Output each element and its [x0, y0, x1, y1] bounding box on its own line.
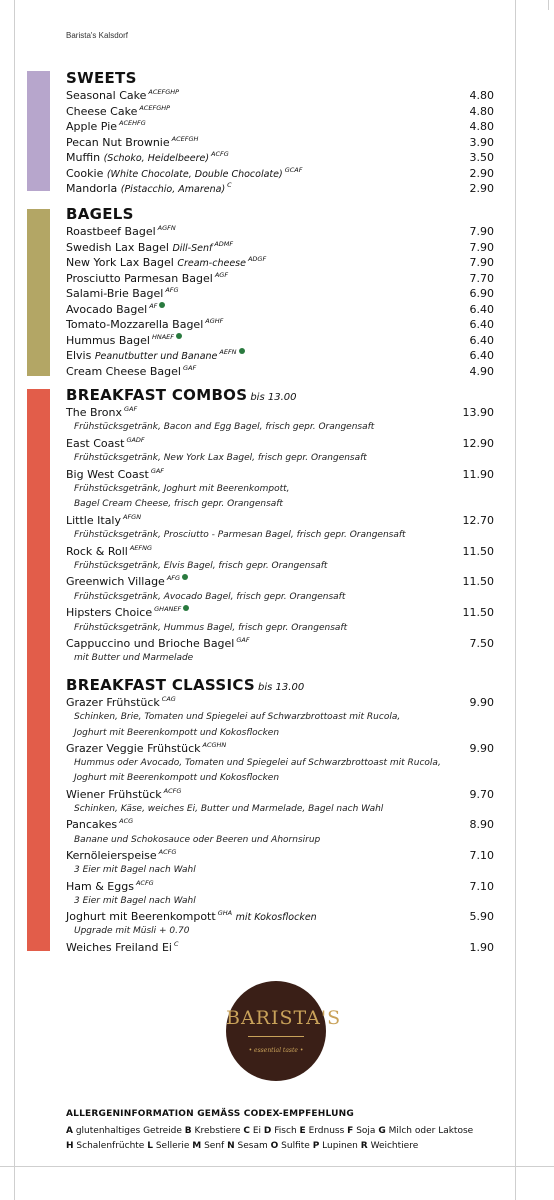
allergen-codes: ACEFGH [171, 135, 199, 143]
allergen-code: D [263, 1126, 272, 1136]
item-name: Hummus Bagel [66, 334, 150, 347]
menu-item [66, 879, 494, 894]
item-price: 7.10 [469, 849, 494, 862]
item-name: Cappuccino und Brioche Bagel [66, 637, 235, 650]
menu-item [66, 364, 494, 379]
allergen-codes: AFG [166, 574, 181, 582]
menu-item [66, 348, 494, 363]
item-price: 6.40 [469, 334, 494, 347]
menu-item [66, 817, 494, 832]
allergen-label: Schalenfrüchte [76, 1141, 145, 1151]
allergen-codes: ACFG [158, 848, 177, 856]
left-border [14, 0, 15, 1200]
allergen-label: Weichtiere [370, 1141, 419, 1151]
menu-item [66, 150, 494, 165]
item-description: Hummus oder Avocado, Tomaten und Spiegelei auf Schwarzbrottoast mit Rucola, [74, 758, 441, 768]
item-description: 3 Eier mit Bagel nach Wahl [74, 896, 196, 906]
section-subtitle: bis 13.00 [258, 682, 305, 693]
menu-item [66, 333, 494, 348]
item-note: (Pistacchio, Amarena) [120, 184, 226, 195]
sweets-color-bar [27, 71, 50, 191]
menu-item [66, 166, 494, 181]
item-name: Wiener Frühstück [66, 788, 162, 801]
item-price: 9.70 [469, 788, 494, 801]
bagels-color-bar [27, 209, 50, 376]
allergen-codes: ACEHFG [119, 119, 146, 127]
item-price: 9.90 [469, 742, 494, 755]
sweets-section-title [66, 69, 137, 87]
corner-mark [548, 0, 549, 10]
baristas-logo [226, 981, 342, 1081]
item-price: 7.70 [469, 272, 494, 285]
item-name: Cream Cheese Bagel [66, 365, 181, 378]
right-border [515, 0, 516, 1200]
item-price: 4.80 [469, 120, 494, 133]
vegan-icon [182, 574, 188, 580]
item-price: 4.80 [469, 89, 494, 102]
item-price: 6.40 [469, 303, 494, 316]
vegan-icon [183, 605, 189, 611]
item-price: 5.90 [469, 910, 494, 923]
allergen-codes: CAG [161, 695, 176, 703]
item-name: Greenwich Village [66, 575, 165, 588]
menu-item [66, 119, 494, 134]
allergen-label: Krebstiere [194, 1126, 241, 1136]
item-name: Grazer Veggie Frühstück [66, 742, 201, 755]
item-price: 4.90 [469, 365, 494, 378]
menu-item [66, 909, 494, 924]
allergen-codes: AEFNG [129, 544, 153, 552]
allergen-codes: AEFN [219, 348, 237, 356]
allergen-codes: AGF [214, 271, 229, 279]
allergen-codes: GHANEF [154, 605, 182, 613]
item-name: Pecan Nut Brownie [66, 136, 170, 149]
item-name: Ham & Eggs [66, 880, 134, 893]
item-name: Prosciutto Parmesan Bagel [66, 272, 213, 285]
allergen-label: Sellerie [155, 1141, 190, 1151]
menu-item [66, 574, 494, 589]
item-price: 2.90 [469, 182, 494, 195]
allergen-codes: AFGN [123, 513, 142, 521]
item-description: Frühstücksgetränk, Avocado Bagel, frisch gepr. Orangensaft [74, 592, 346, 602]
item-name: New York Lax Bagel [66, 256, 174, 269]
item-price: 11.50 [462, 575, 494, 588]
allergen-codes: GAF [124, 405, 138, 413]
allergen-codes: ACGHN [202, 741, 227, 749]
allergen-label: Milch oder Laktose [388, 1126, 474, 1136]
logo-tagline: • essential taste • [248, 1047, 304, 1054]
allergen-label: Sulfite [281, 1141, 310, 1151]
item-price: 7.90 [469, 256, 494, 269]
allergen-label: Ei [252, 1126, 262, 1136]
item-price: 6.90 [469, 287, 494, 300]
menu-item [66, 513, 494, 528]
menu-item [66, 848, 494, 863]
item-name: Cheese Cake [66, 105, 138, 118]
allergen-codes: GAF [182, 364, 197, 372]
item-name: Big West Coast [66, 468, 149, 481]
item-description: Frühstücksgetränk, Joghurt mit Beerenkompott, [74, 484, 290, 494]
bagels-section-title [66, 205, 134, 223]
allergen-codes: ADGF [247, 255, 267, 263]
menu-item [66, 240, 494, 255]
item-price: 3.50 [469, 151, 494, 164]
item-description: Frühstücksgetränk, Prosciutto - Parmesan Bagel, frisch gepr. Orangensaft [74, 530, 406, 540]
allergen-codes: GCAF [284, 166, 303, 174]
allergen-codes: GHA [217, 909, 233, 917]
item-price: 12.70 [462, 514, 494, 527]
item-note: mit Kokosflocken [235, 912, 317, 923]
item-note: Dill-Senf [172, 243, 213, 254]
menu-item [66, 636, 494, 651]
item-name: Swedish Lax Bagel [66, 241, 169, 254]
menu-item [66, 787, 494, 802]
menu-item [66, 695, 494, 710]
item-name: Joghurt mit Beerenkompott [66, 910, 216, 923]
item-price: 13.90 [462, 406, 494, 419]
allergen-legend-line-1 [66, 1126, 473, 1136]
menu-item [66, 88, 494, 103]
menu-item [66, 405, 494, 420]
item-description: Frühstücksgetränk, New York Lax Bagel, frisch gepr. Orangensaft [74, 453, 367, 463]
item-name: Elvis [66, 349, 92, 362]
logo-brand: BARISTA'S [226, 1007, 342, 1029]
allergen-label: Lupinen [322, 1141, 358, 1151]
item-description: mit Butter und Marmelade [74, 653, 194, 663]
allergen-code: P [312, 1141, 320, 1151]
allergen-code: R [360, 1141, 368, 1151]
item-description: Frühstücksgetränk, Elvis Bagel, frisch gepr. Orangensaft [74, 561, 328, 571]
item-price: 8.90 [469, 818, 494, 831]
allergen-codes: C [227, 181, 232, 189]
logo-divider [248, 1036, 304, 1037]
allergen-label: Senf [204, 1141, 225, 1151]
allergen-codes: AGFN [157, 224, 176, 232]
allergen-code: M [192, 1141, 202, 1151]
item-price: 7.10 [469, 880, 494, 893]
section-title-text: SWEETS [66, 69, 137, 87]
menu-item [66, 940, 494, 955]
allergen-code: B [184, 1126, 192, 1136]
menu-item [66, 544, 494, 559]
menu-item [66, 741, 494, 756]
allergen-codes: ACFG [135, 879, 154, 887]
allergen-label: Sesam [237, 1141, 268, 1151]
menu-item [66, 467, 494, 482]
item-price: 6.40 [469, 349, 494, 362]
item-name: Apple Pie [66, 120, 118, 133]
menu-item [66, 104, 494, 119]
item-price: 11.90 [462, 468, 494, 481]
item-note: (White Chocolate, Double Chocolate) [106, 169, 283, 180]
allergen-codes: ACFG [211, 150, 229, 158]
item-note: (Schoko, Heidelbeere) [103, 153, 210, 164]
menu-item [66, 317, 494, 332]
allergen-code: G [378, 1126, 386, 1136]
allergen-code: F [347, 1126, 354, 1136]
section-title-text: BREAKFAST CLASSICS [66, 676, 256, 694]
section-title-text: BREAKFAST COMBOS [66, 386, 248, 404]
combos-section-title [66, 386, 296, 404]
item-name: Roastbeef Bagel [66, 225, 156, 238]
item-price: 9.90 [469, 696, 494, 709]
allergen-label: glutenhaltiges Getreide [75, 1126, 182, 1136]
item-name: Weiches Freiland Ei [66, 941, 172, 954]
classics-section-title [66, 676, 304, 694]
allergen-codes: GAF [236, 636, 250, 644]
item-price: 11.50 [462, 606, 494, 619]
menu-item [66, 302, 494, 317]
allergen-codes: AGHF [205, 317, 224, 325]
item-description: Banane und Schokosauce oder Beeren und Ahornsirup [74, 835, 321, 845]
allergen-label: Erdnuss [308, 1126, 345, 1136]
allergen-code: N [227, 1141, 235, 1151]
allergen-codes: C [173, 940, 179, 948]
section-subtitle: bis 13.00 [250, 392, 297, 403]
item-description: Frühstücksgetränk, Bacon and Egg Bagel, frisch gepr. Orangensaft [74, 422, 375, 432]
allergen-code: H [66, 1141, 74, 1151]
item-name: Little Italy [66, 514, 121, 527]
allergen-codes: ADMF [214, 240, 234, 248]
allergen-code: A [66, 1126, 73, 1136]
item-price: 3.90 [469, 136, 494, 149]
item-name: Muffin [66, 151, 101, 164]
item-price: 12.90 [462, 437, 494, 450]
item-name: Cookie [66, 167, 104, 180]
menu-item [66, 605, 494, 620]
menu-item [66, 271, 494, 286]
allergen-codes: ACEFGHP [139, 104, 171, 112]
allergen-codes: HNAEF [151, 333, 175, 341]
vegan-icon [176, 333, 182, 339]
location-label: Barista's Kalsdorf [66, 31, 128, 40]
item-price: 7.50 [469, 637, 494, 650]
item-price: 1.90 [469, 941, 494, 954]
item-description: Bagel Cream Cheese, frisch gepr. Orangensaft [74, 499, 283, 509]
item-note: Cream-cheese [177, 258, 246, 269]
item-description: Joghurt mit Beerenkompott und Kokosflocken [74, 728, 280, 738]
allergen-label: Fisch [274, 1126, 297, 1136]
item-name: Seasonal Cake [66, 89, 147, 102]
item-description: Schinken, Brie, Tomaten und Spiegelei auf Schwarzbrottoast mit Rucola, [74, 712, 401, 722]
item-price: 7.90 [469, 241, 494, 254]
menu-item [66, 224, 494, 239]
allergen-codes: ACEFGHP [148, 88, 180, 96]
item-name: The Bronx [66, 406, 122, 419]
item-name: East Coast [66, 437, 125, 450]
allergen-codes: AFG [165, 286, 179, 294]
item-description: Schinken, Käse, weiches Ei, Butter und Marmelade, Bagel nach Wahl [74, 804, 384, 814]
item-price: 2.90 [469, 167, 494, 180]
menu-item [66, 286, 494, 301]
item-name: Avocado Bagel [66, 303, 148, 316]
allergen-codes: AF [149, 302, 158, 310]
item-price: 11.50 [462, 545, 494, 558]
menu-item [66, 255, 494, 270]
menu-item [66, 436, 494, 451]
item-name: Tomato-Mozzarella Bagel [66, 318, 204, 331]
item-description: Upgrade mit Müsli + 0.70 [74, 926, 190, 936]
item-name: Salami-Brie Bagel [66, 287, 164, 300]
item-name: Grazer Frühstück [66, 696, 160, 709]
allergen-code: E [299, 1126, 306, 1136]
allergen-code: L [147, 1141, 153, 1151]
allergen-label: Soja [356, 1126, 376, 1136]
item-name: Pancakes [66, 818, 118, 831]
allergen-codes: GADF [126, 436, 145, 444]
item-note: Peanutbutter und Banane [94, 351, 218, 362]
item-price: 4.80 [469, 105, 494, 118]
menu-item [66, 135, 494, 150]
item-name: Hipsters Choice [66, 606, 153, 619]
item-description: Frühstücksgetränk, Hummus Bagel, frisch gepr. Orangensaft [74, 623, 348, 633]
bottom-border [0, 1166, 554, 1167]
allergen-codes: ACFG [163, 787, 182, 795]
item-price: 6.40 [469, 318, 494, 331]
allergen-codes: GAF [150, 467, 165, 475]
combos-color-bar [27, 389, 50, 951]
allergen-code: C [243, 1126, 250, 1136]
vegan-icon [239, 348, 245, 354]
allergen-title: ALLERGENINFORMATION GEMÄSS CODEX-EMPFEHLUNG [66, 1109, 354, 1119]
vegan-icon [159, 302, 165, 308]
item-description: Joghurt mit Beerenkompott und Kokosflocken [74, 773, 280, 783]
item-name: Kernöleierspeise [66, 849, 157, 862]
allergen-code: O [270, 1141, 279, 1151]
menu-item [66, 181, 494, 196]
allergen-codes: ACG [119, 817, 134, 825]
allergen-legend-line-2 [66, 1141, 418, 1151]
section-title-text: BAGELS [66, 205, 134, 223]
item-name: Rock & Roll [66, 545, 128, 558]
item-description: 3 Eier mit Bagel nach Wahl [74, 865, 196, 875]
item-price: 7.90 [469, 225, 494, 238]
item-name: Mandorla [66, 182, 118, 195]
